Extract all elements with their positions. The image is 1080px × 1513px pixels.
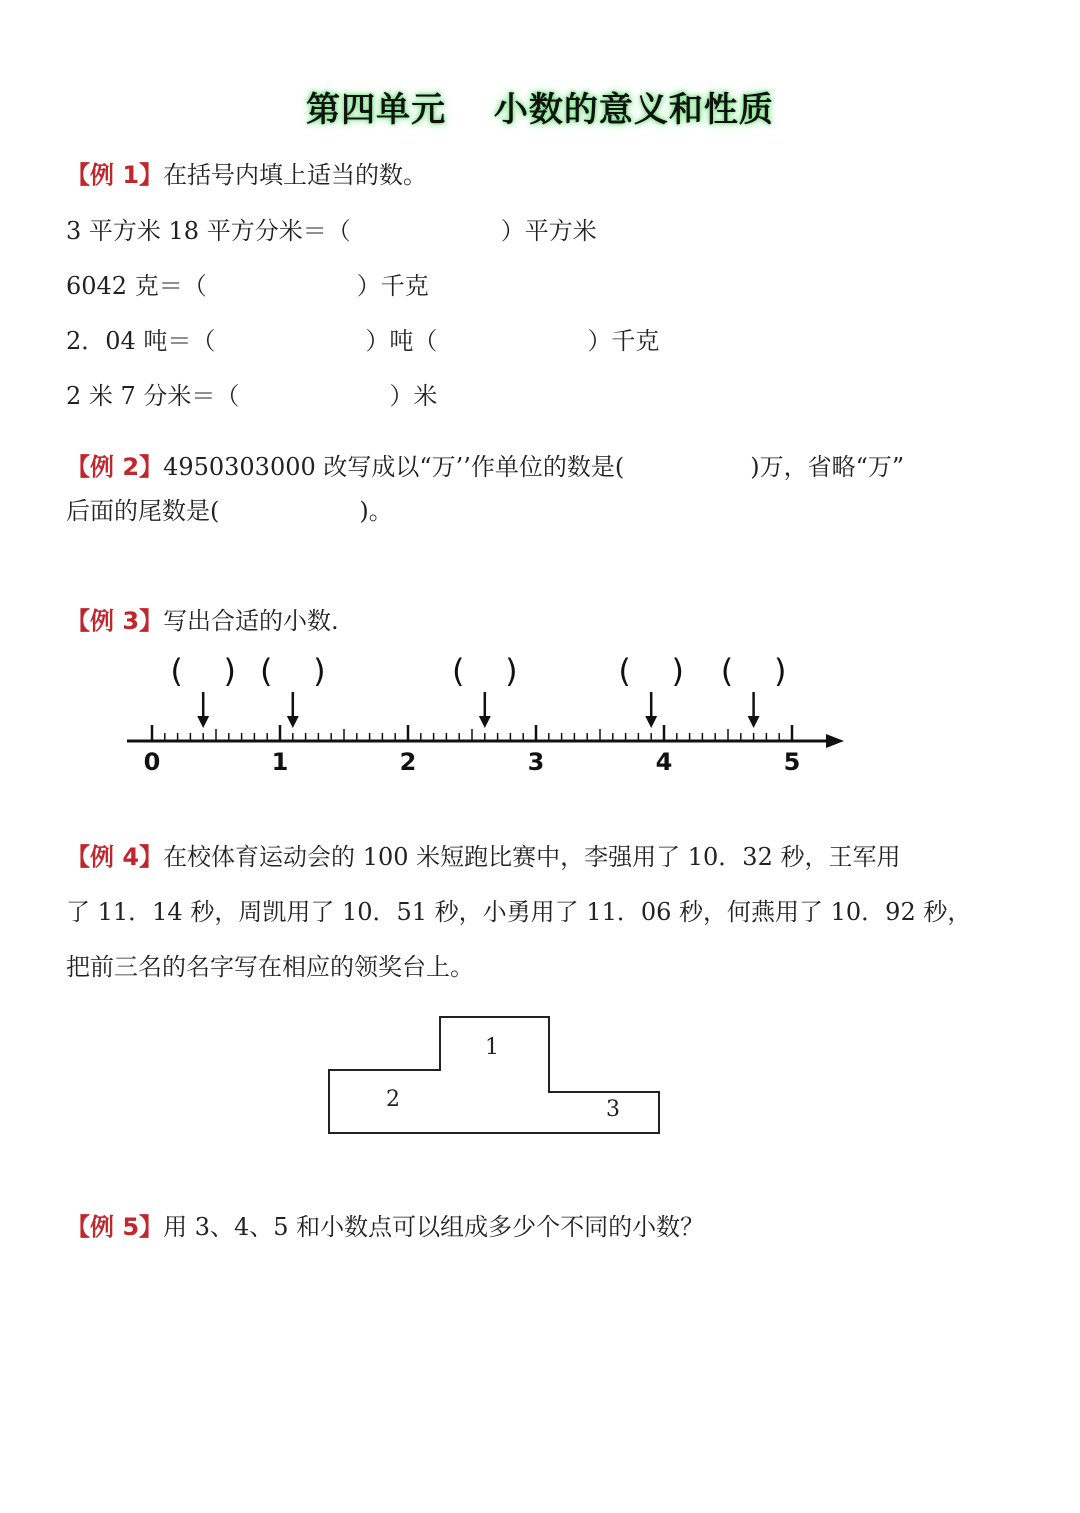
example-2-text-a: 4950303000 改写成以“万’’作单位的数是( [163,453,625,481]
podium-third-place-label: 3 [606,1097,620,1122]
number-line-label-5: 5 [783,748,801,776]
example-1-prompt [66,160,427,190]
number-line-answer-blank[interactable]: ( ) [259,652,326,690]
example-2-text-c: 后面的尾数是( [66,497,220,525]
example-3-tag: 【例 3】 [66,607,164,635]
mass-conversion-unit: ）千克 [356,272,429,300]
down-arrow-icon [197,716,209,728]
example-5-line [66,1212,704,1242]
number-line-arrowhead [826,734,844,748]
number-line-label-4: 4 [655,748,673,776]
ton-conversion-unit: ）千克 [587,327,660,355]
example-5-question: 用 3、4、5 和小数点可以组成多少个不同的小数？ [163,1213,705,1241]
number-line-figure [0,640,1080,790]
example-4-line-1 [66,842,900,872]
example-2-tag: 【例 2】 [66,453,164,481]
example-1-question: 在括号内填上适当的数。 [163,161,428,189]
number-line-label-3: 3 [527,748,545,776]
ton-conversion-mid: ）吨（ [365,327,438,355]
example-1-line-1 [66,216,597,246]
example-2-text-b: )万，省略“万” [750,453,905,481]
number-line-answer-blank[interactable]: ( ) [170,652,237,690]
example-3-prompt [66,606,339,636]
example-4-tag: 【例 4】 [66,843,164,871]
page-title: 第四单元 小数的意义和性质 [306,90,774,130]
mass-conversion-left: 6042 克＝（ [66,272,207,300]
number-line-label-0: 0 [143,748,161,776]
example-2-line-2 [66,496,393,526]
down-arrow-icon [645,716,657,728]
area-conversion-unit: ）平方米 [500,217,597,245]
down-arrow-icon [748,716,760,728]
area-conversion-left: 3 平方米 18 平方分米＝（ [66,217,351,245]
example-1-tag: 【例 1】 [66,161,164,189]
down-arrow-icon [287,716,299,728]
number-line-answer-blank[interactable]: ( ) [618,652,685,690]
number-line-ticks [152,725,792,741]
example-4-text-3: 把前三名的名字写在相应的领奖台上。 [66,953,474,981]
number-line-answer-blank[interactable]: ( ) [451,652,518,690]
number-line-label-1: 1 [271,748,289,776]
example-4-text-2: 了 11．14 秒，周凯用了 10．51 秒，小勇用了 11．06 秒，何燕用了 10．92 秒， [66,898,972,926]
podium-first-place-label: 1 [485,1035,499,1060]
length-conversion-unit: ）米 [389,382,438,410]
example-4-text-1: 在校体育运动会的 100 米短跑比赛中，李强用了 10．32 秒，王军用 [163,843,901,871]
podium-figure [320,1010,670,1140]
example-2-text-d: )。 [359,497,393,525]
down-arrow-icon [479,716,491,728]
example-3-question: 写出合适的小数. [163,607,339,635]
example-5-tag: 【例 5】 [66,1213,164,1241]
number-line-answer-blank[interactable]: ( ) [720,652,787,690]
length-conversion-left: 2 米 7 分米＝（ [66,382,240,410]
example-1-line-2 [66,271,429,301]
example-1-line-3 [66,326,659,356]
example-1-line-4 [66,381,437,411]
example-4-line-3 [66,952,474,982]
example-2-line-1 [66,452,904,482]
example-4-line-2 [66,897,971,927]
ton-conversion-left: 2．04 吨＝（ [66,327,216,355]
podium-second-place-label: 2 [386,1087,400,1112]
number-line-label-2: 2 [399,748,417,776]
